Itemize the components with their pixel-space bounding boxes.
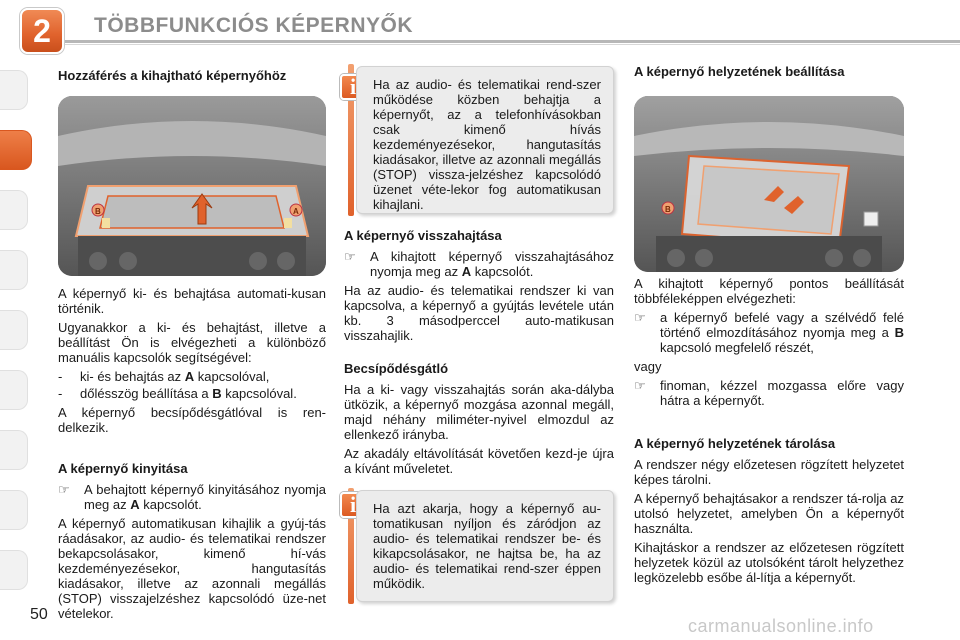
left-p1: A képernyő ki- és behajtása automati-kusan történik.	[58, 286, 326, 316]
open-bullet-post: kapcsolót.	[139, 497, 202, 512]
dash2-post: kapcsolóval.	[221, 386, 297, 401]
right-p1: A kihajtott képernyő pontos beállítását többféleképpen elvégezheti:	[634, 276, 904, 306]
key-a: A	[461, 264, 472, 279]
right-bullet-1-text: a képernyő befelé vagy a szélvédő felé történő elmozdításához nyomja meg a	[660, 310, 904, 340]
page-number: 50	[30, 606, 48, 623]
dash2-text: dőlésszög beállítása a	[80, 386, 213, 401]
chapter-tab[interactable]	[0, 370, 28, 410]
middle-p1: Ha az audio- és telematikai rendszer ki van kapcsolva, a képernyő a gyújtás levétele után kb. 3 másodperccel auto-matikusan visszahajlik.	[344, 283, 614, 343]
chapter-badge: 2	[20, 8, 64, 54]
watermark: carmanualsonline.info	[688, 616, 874, 636]
dashboard-illustration	[58, 96, 326, 276]
chapter-tab[interactable]	[0, 550, 28, 590]
right-column-top	[634, 64, 904, 85]
close-bullet-text: A kihajtott képernyő visszahajtásához nyomja meg az	[370, 249, 614, 279]
info-box-2: Ha azt akarja, hogy a képernyő au-tomatikusan nyíljon és záródjon az audio- és telematikai rendszer be- és kikapcsolásakor, ne hajtsa be, ha az audio- és telematikai rend-szer éppen működik.	[356, 490, 614, 602]
chapter-tab[interactable]	[0, 490, 28, 530]
dash1-text: ki- és behajtás az	[80, 369, 185, 384]
info-box-1: Ha az audio- és telematikai rend-szer működése közben behajtja a képernyőt, az a telefonhívásokban csak kimenő hívás kezdeményezésekor, hangutasítás kiadásakor, illetve az azonnali megállás (STOP) vissza-jelzéshez kapcsolódó üzenet véte-lekor fog automatikusan kihajlani.	[356, 66, 614, 214]
close-bullet	[344, 249, 614, 279]
chapter-tab[interactable]	[0, 70, 28, 110]
phone-hand-icon: ☞	[58, 482, 70, 497]
middle-column-body	[344, 228, 614, 480]
phone-hand-icon: ☞	[634, 378, 646, 393]
key-b: B	[212, 386, 222, 401]
right-p4: Kihajtáskor a rendszer az előzetesen rögzített helyzetek közül az utolsóként tárolt helyzethez legközelebb esőbe ál-lítja a képernyőt.	[634, 540, 904, 585]
chapter-tab[interactable]	[0, 190, 28, 230]
right-column-body	[634, 276, 904, 589]
position-heading: A képernyő helyzetének beállítása	[634, 64, 845, 79]
left-p3: A képernyő becsípődésgátlóval is ren-delkezik.	[58, 405, 326, 435]
right-bullet-1	[634, 310, 904, 355]
dash-marker: -	[58, 369, 63, 384]
info-icon: i	[340, 492, 366, 518]
dashboard-image-right	[634, 96, 904, 272]
close-bullet-post: kapcsolót.	[471, 264, 534, 279]
chapter-title: TÖBBFUNKCIÓS KÉPERNYŐK	[94, 14, 414, 37]
right-bullet-1-post: kapcsoló megfelelő részét,	[660, 340, 814, 355]
right-bullet-2	[634, 378, 904, 408]
anti-pinch-heading: Becsípődésgátló	[344, 361, 449, 376]
open-bullet	[58, 482, 326, 512]
middle-p2: Ha a ki- vagy visszahajtás során aka-dályba ütközik, a képernyő mozgása azonnal megáll, majd néhány miliméter-nyivel elmozdul az ellenkező irányba.	[344, 382, 614, 442]
or-text: vagy	[634, 359, 662, 374]
dashboard-illustration	[634, 96, 904, 272]
dashboard-image-left	[58, 96, 326, 276]
open-heading: A képernyő kinyitása	[58, 461, 188, 476]
phone-hand-icon: ☞	[634, 310, 646, 325]
info-icon: i	[340, 74, 366, 100]
dash1-post: kapcsolóval,	[194, 369, 270, 384]
switch-b-label: B	[665, 205, 671, 214]
right-p2: A rendszer négy előzetesen rögzített helyzetet képes tárolni.	[634, 457, 904, 487]
left-p4: A képernyő automatikusan kihajlik a gyúj-tás ráadásakor, az audio- és telematikai rendszer bekapcsolásakor, kimenő hí-vás kezdeményezésekor, hangutasítás kiadásakor, illetve az azonnali megállás (STOP) visszajelzéshez kapcsolódó üze-net vételekor.	[58, 516, 326, 621]
switch-b-label: B	[95, 207, 101, 216]
header-rule	[48, 40, 960, 43]
left-column-body	[58, 286, 326, 625]
left-p2: Ugyanakkor a ki- és behajtást, illetve a beállítást Ön is elvégezheti a különböző manuális kapcsolók segítségével:	[58, 320, 326, 365]
open-bullet-text: A behajtott képernyő kinyitásához nyomja meg az	[84, 482, 326, 512]
dash-item-2	[58, 386, 326, 401]
right-bullet-2-text: finoman, kézzel mozgassa előre vagy hátra a képernyőt.	[660, 378, 904, 408]
header-rule-thin	[48, 44, 960, 45]
middle-p3: Az akadály eltávolítását követően kezd-je újra a kívánt műveletet.	[344, 446, 614, 476]
right-p3: A képernyő behajtásakor a rendszer tá-rolja az utolsó helyzetet, amelyben Ön a képernyőt használta.	[634, 491, 904, 536]
left-column-top	[58, 68, 326, 89]
chapter-tab[interactable]	[0, 430, 28, 470]
close-heading: A képernyő visszahajtása	[344, 228, 502, 243]
access-heading: Hozzáférés a kihajtható képernyőhöz	[58, 68, 287, 83]
phone-hand-icon: ☞	[344, 249, 356, 264]
chapter-tab[interactable]	[0, 250, 28, 290]
key-a: A	[184, 369, 195, 384]
chapter-tab[interactable]	[0, 310, 28, 350]
key-a: A	[130, 497, 140, 512]
store-heading: A képernyő helyzetének tárolása	[634, 436, 836, 451]
switch-a-label: A	[293, 207, 299, 216]
dash-item-1	[58, 369, 326, 384]
key-b: B	[894, 325, 904, 340]
dash-marker: -	[58, 386, 63, 401]
chapter-tab-active[interactable]	[0, 130, 32, 170]
